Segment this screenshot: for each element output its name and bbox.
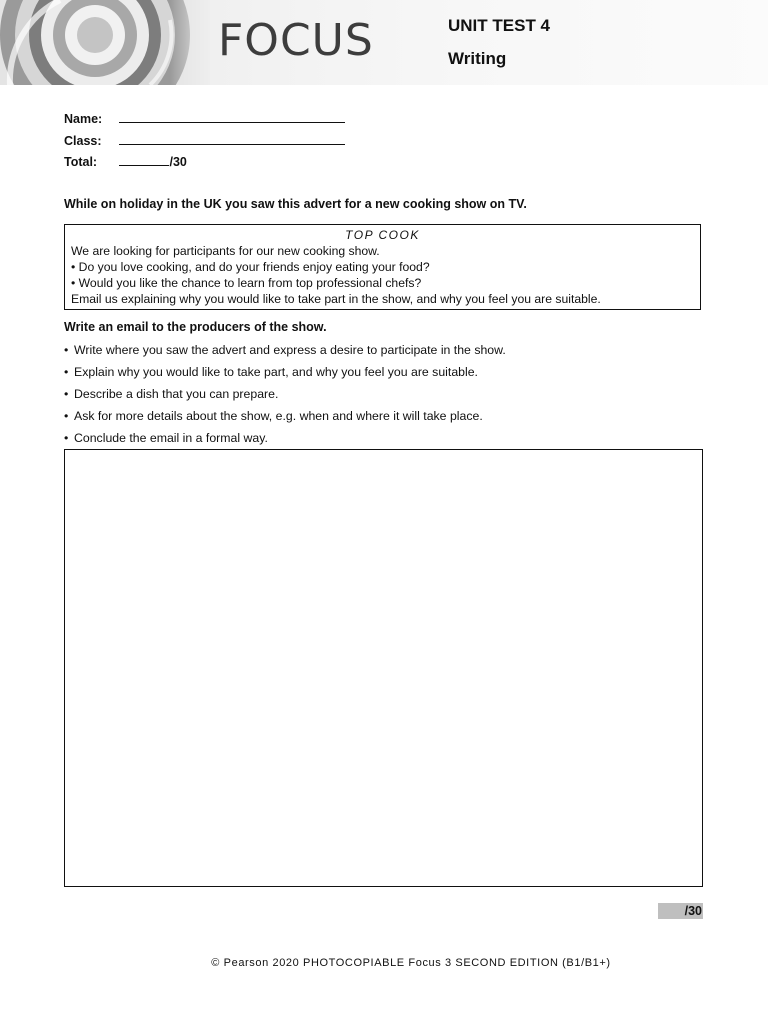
total-field[interactable] xyxy=(64,153,187,169)
name-label: Name: xyxy=(64,112,103,126)
list-item: • Explain why you would like to take part, and why you feel you are suitable. xyxy=(64,365,478,379)
page-footer: © Pearson 2020 PHOTOCOPIABLE Focus 3 SECOND EDITION (B1/B1+) xyxy=(211,957,611,969)
unit-subtitle: Writing xyxy=(448,49,507,68)
total-suffix: /30 xyxy=(169,155,187,169)
task-instruction: Write an email to the producers of the show. xyxy=(64,320,327,334)
advert-line: • Would you like the chance to learn from top professional chefs? xyxy=(71,276,422,290)
task-points-list xyxy=(64,342,506,452)
bullet-icon: • xyxy=(64,365,69,379)
name-field[interactable] xyxy=(64,110,345,126)
answer-writing-area[interactable] xyxy=(64,449,703,887)
score-box: /30 xyxy=(658,903,703,919)
list-item: • Conclude the email in a formal way. xyxy=(64,431,268,445)
brand-logo-text: FOCUS xyxy=(218,15,374,66)
advert-line: We are looking for participants for our new cooking show. xyxy=(71,244,380,258)
advert-line: • Do you love cooking, and do your friends enjoy eating your food? xyxy=(71,260,430,274)
class-label: Class: xyxy=(64,134,102,148)
total-label: Total: xyxy=(64,155,98,169)
list-item: • Ask for more details about the show, e.g. when and where it will take place. xyxy=(64,409,483,423)
advert-line: Email us explaining why you would like to take part in the show, and why you feel you are suitable. xyxy=(71,292,601,306)
bullet-icon: • xyxy=(64,343,69,357)
unit-title: UNIT TEST 4 xyxy=(448,16,551,35)
advert-title: TOP COOK xyxy=(345,228,420,242)
bullet-icon: • xyxy=(64,387,69,401)
list-item: • Write where you saw the advert and express a desire to participate in the show. xyxy=(64,343,506,357)
page-header xyxy=(0,0,768,85)
bullet-icon: • xyxy=(64,409,69,423)
class-input-line[interactable] xyxy=(119,132,345,145)
class-field[interactable] xyxy=(64,132,345,148)
advert-box xyxy=(64,224,701,310)
list-item: • Describe a dish that you can prepare. xyxy=(64,387,279,401)
bullet-icon: • xyxy=(64,431,69,445)
focus-lens-logo-graphic xyxy=(0,0,210,85)
total-input-line[interactable] xyxy=(119,153,169,166)
name-input-line[interactable] xyxy=(119,110,345,123)
intro-text: While on holiday in the UK you saw this advert for a new cooking show on TV. xyxy=(64,197,527,211)
